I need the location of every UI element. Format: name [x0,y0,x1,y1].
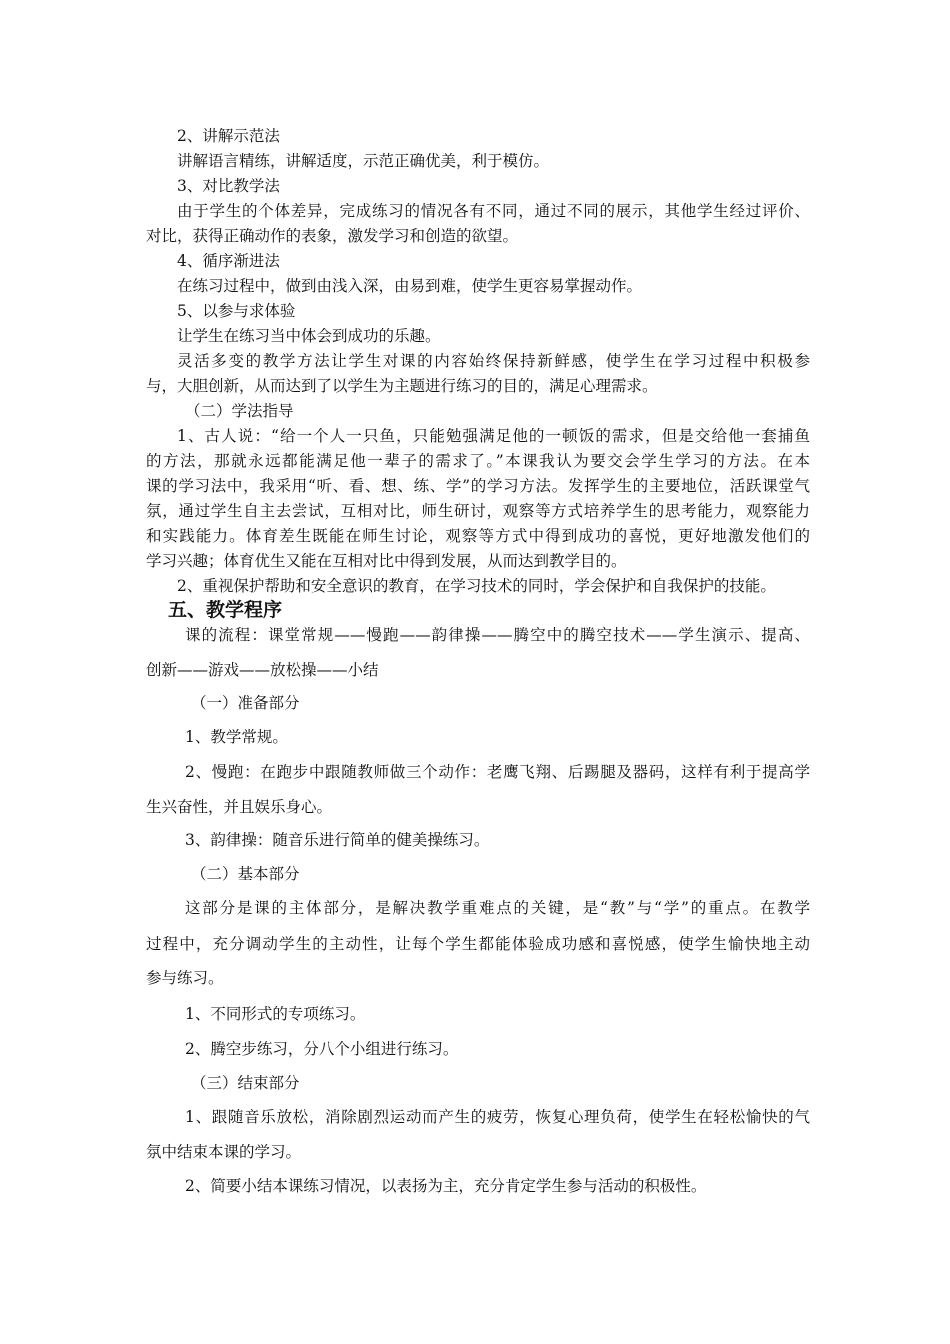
method-5-title: 5、以参与求体验 [177,302,296,320]
learning-guidance-line: 课的学习法中，我采用“听、看、想、练、学”的学习方法。发挥学生的主要地位，活跃课堂气 [146,477,810,495]
methods-summary-line: 与，大胆创新，从而达到了以学生为主题进行练习的目的，满足心理需求。 [146,377,658,395]
lesson-flow-line: 课的流程：课堂常规——慢跑——韵律操——腾空中的腾空技术——学生演示、提高、 [185,626,810,644]
method-3-title: 3、对比教学法 [177,177,280,195]
end-item-2: 2、简要小结本课练习情况，以表扬为主，充分肯定学生参与活动的积极性。 [185,1177,707,1195]
method-5-text: 让学生在练习当中体会到成功的乐趣。 [177,327,441,345]
method-2-text: 讲解语言精练，讲解适度，示范正确优美，利于模仿。 [177,152,550,170]
learning-guidance-line: 1、古人说：“给一个人一只鱼，只能勉强满足他的一顿饭的需求，但是交给他一套捕鱼 [177,427,810,445]
basic-item-2: 2、腾空步练习，分八个小组进行练习。 [185,1040,459,1058]
learning-guidance-line: 的方法，那就永远都能满足他一辈子的需求了。”本课我认为要交会学生学习的方法。在本 [146,452,810,470]
basic-part-line: 过程中，充分调动学生的主动性，让每个学生都能体验成功感和喜悦感，使学生愉快地主动 [146,935,810,953]
learning-guidance-line: 和实践能力。体育差生既能在师生讨论，观察等方式中得到成功的喜悦，更好地激发他们的 [146,527,810,545]
basic-item-1: 1、不同形式的专项练习。 [185,1005,366,1023]
method-4-text: 在练习过程中，做到由浅入深，由易到难，使学生更容易掌握动作。 [177,277,643,295]
end-item-1-line: 1、跟随音乐放松，消除剧烈运动而产生的疲劳，恢复心理负荷，使学生在轻松愉快的气 [185,1108,810,1126]
basic-part-line: 这部分是课的主体部分，是解决教学重难点的关键，是“教”与“学”的重点。在教学 [185,899,810,917]
method-3-text-line: 由于学生的个体差异，完成练习的情况各有不同，通过不同的展示，其他学生经过评价、 [177,202,810,220]
learning-guidance-point-2: 2、重视保护帮助和安全意识的教育，在学习技术的同时，学会保护和自我保护的技能。 [177,577,776,595]
method-4-title: 4、循序渐进法 [177,252,280,270]
lesson-flow-line: 创新——游戏——放松操——小结 [146,661,379,679]
prep-item-3: 3、韵律操：随音乐进行简单的健美操练习。 [185,831,490,849]
end-part-title: （三）结束部分 [191,1074,300,1092]
methods-summary-line: 灵活多变的教学方法让学生对课的内容始终保持新鲜感，使学生在学习过程中积极参 [177,352,810,370]
method-2-title: 2、讲解示范法 [177,127,280,145]
section-heading: 五、教学程序 [168,599,283,621]
learning-guidance-title: （二）学法指导 [185,402,294,420]
learning-guidance-line: 学习兴趣；体育优生又能在互相对比中得到发展，从而达到教学目的。 [146,552,627,570]
learning-guidance-line: 氛，通过学生自主去尝试，互相对比，师生研讨，观察等方式培养学生的思考能力，观察能力 [146,502,810,520]
end-item-1-line: 氛中结束本课的学习。 [146,1143,302,1161]
prep-part-title: （一）准备部分 [191,694,300,712]
prep-item-2-line: 生兴奋性，并且娱乐身心。 [146,798,333,816]
basic-part-line: 参与练习。 [146,969,224,987]
prep-item-2-line: 2、慢跑：在跑步中跟随教师做三个动作：老鹰飞翔、后踢腿及器码，这样有利于提高学 [185,763,810,781]
prep-item-1: 1、教学常规。 [185,728,288,746]
method-3-text-line: 对比，获得正确动作的表象，激发学习和创造的欲望。 [146,227,519,245]
basic-part-title: （二）基本部分 [191,865,300,883]
